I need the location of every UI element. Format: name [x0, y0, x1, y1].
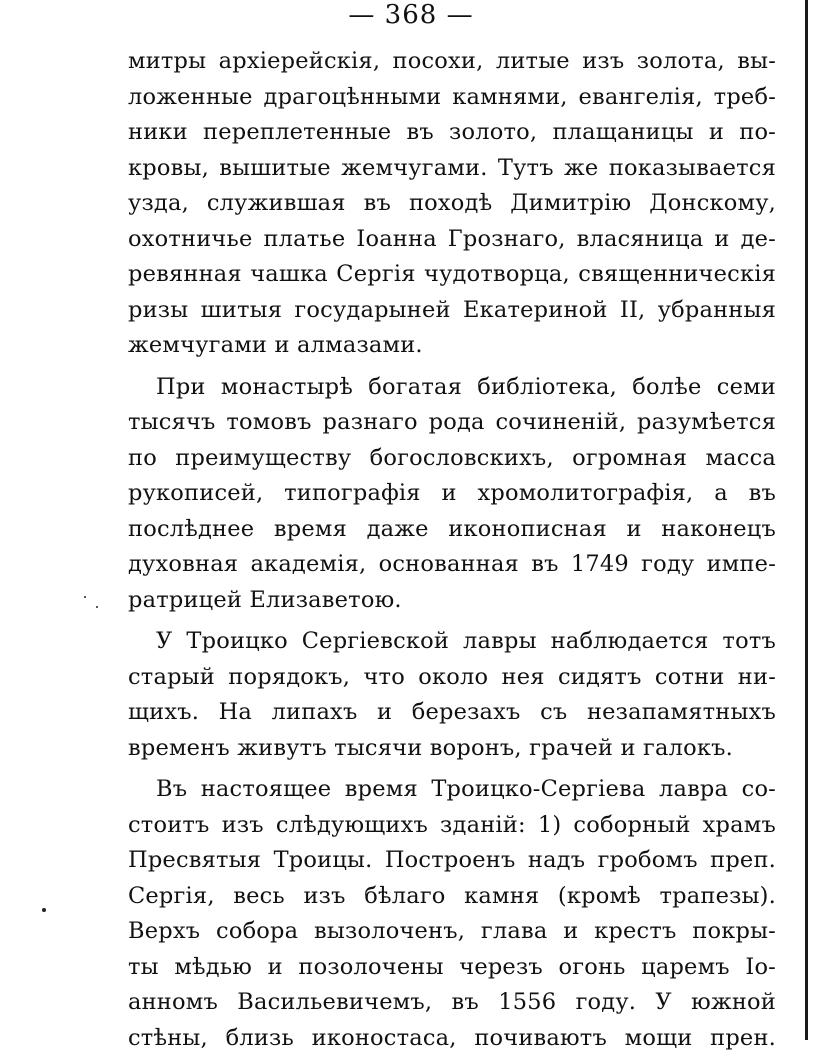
page-number: — 368 — — [0, 0, 822, 30]
text-line: ты мѣдью и позолочены черезъ огонь царемъ Іо- — [128, 950, 776, 986]
text-line: тысячъ томовъ разнаго рода сочиненій, разумѣется — [128, 405, 776, 441]
text-line: Пресвятыя Троицы. Построенъ надъ гробомъ преп. — [128, 843, 776, 879]
paragraph-3 — [128, 624, 776, 766]
scan-speck — [96, 606, 98, 608]
text-line: При монастырѣ богатая библіотека, болѣе семи — [128, 370, 776, 406]
scan-speck — [42, 908, 46, 912]
text-line: Въ настоящее время Троицко-Сергіева лавра со- — [128, 772, 776, 808]
text-line: ризы шитыя государыней Екатериной II, убранныя — [128, 293, 776, 329]
text-line: кровы, вышитые жемчугами. Тутъ же показывается — [128, 151, 776, 187]
text-line: ники переплетенные въ золото, плащаницы и по- — [128, 115, 776, 151]
paragraph-2 — [128, 370, 776, 619]
text-line: стѣны, близь иконостаса, почиваютъ мощи прен. — [128, 1021, 776, 1056]
text-line: охотничье платье Іоанна Грознаго, власяница и де- — [128, 222, 776, 258]
paragraph-4 — [128, 772, 776, 1056]
text-line: У Троицко Сергіевской лавры наблюдается тотъ — [128, 624, 776, 660]
text-line: ложенные драгоцѣнными камнями, евангелія, треб- — [128, 80, 776, 116]
text-line: щихъ. На липахъ и березахъ съ незапамятныхъ — [128, 695, 776, 731]
text-line: ратрицей Елизаветою. — [128, 583, 776, 619]
text-line: узда, служившая въ походѣ Димитрію Донскому, — [128, 186, 776, 222]
text-line: послѣднее время даже иконописная и наконецъ — [128, 512, 776, 548]
text-line: Верхъ собора вызолоченъ, глава и крестъ покры- — [128, 914, 776, 950]
text-line: старый порядокъ, что около нея сидятъ сотни ни- — [128, 660, 776, 696]
paragraph-1 — [128, 44, 776, 364]
text-line: анномъ Васильевичемъ, въ 1556 году. У южной — [128, 985, 776, 1021]
text-line: Сергія, весь изъ бѣлаго камня (кромѣ трапезы). — [128, 879, 776, 915]
scan-speck — [84, 596, 86, 598]
page-edge-border — [805, 0, 808, 1040]
body-text — [128, 44, 776, 1056]
text-line: рукописей, типографія и хромолитографія, а въ — [128, 476, 776, 512]
text-line: митры архіерейскія, посохи, литые изъ золота, вы- — [128, 44, 776, 80]
text-line: ревянная чашка Сергія чудотворца, священническія — [128, 257, 776, 293]
text-line: духовная академія, основанная въ 1749 году импе- — [128, 547, 776, 583]
text-line: временъ живутъ тысячи воронъ, грачей и галокъ. — [128, 731, 776, 767]
text-line: стоитъ изъ слѣдующихъ зданій: 1) соборный храмъ — [128, 808, 776, 844]
text-line: жемчугами и алмазами. — [128, 328, 776, 364]
text-line: по преимуществу богословскихъ, огромная масса — [128, 441, 776, 477]
